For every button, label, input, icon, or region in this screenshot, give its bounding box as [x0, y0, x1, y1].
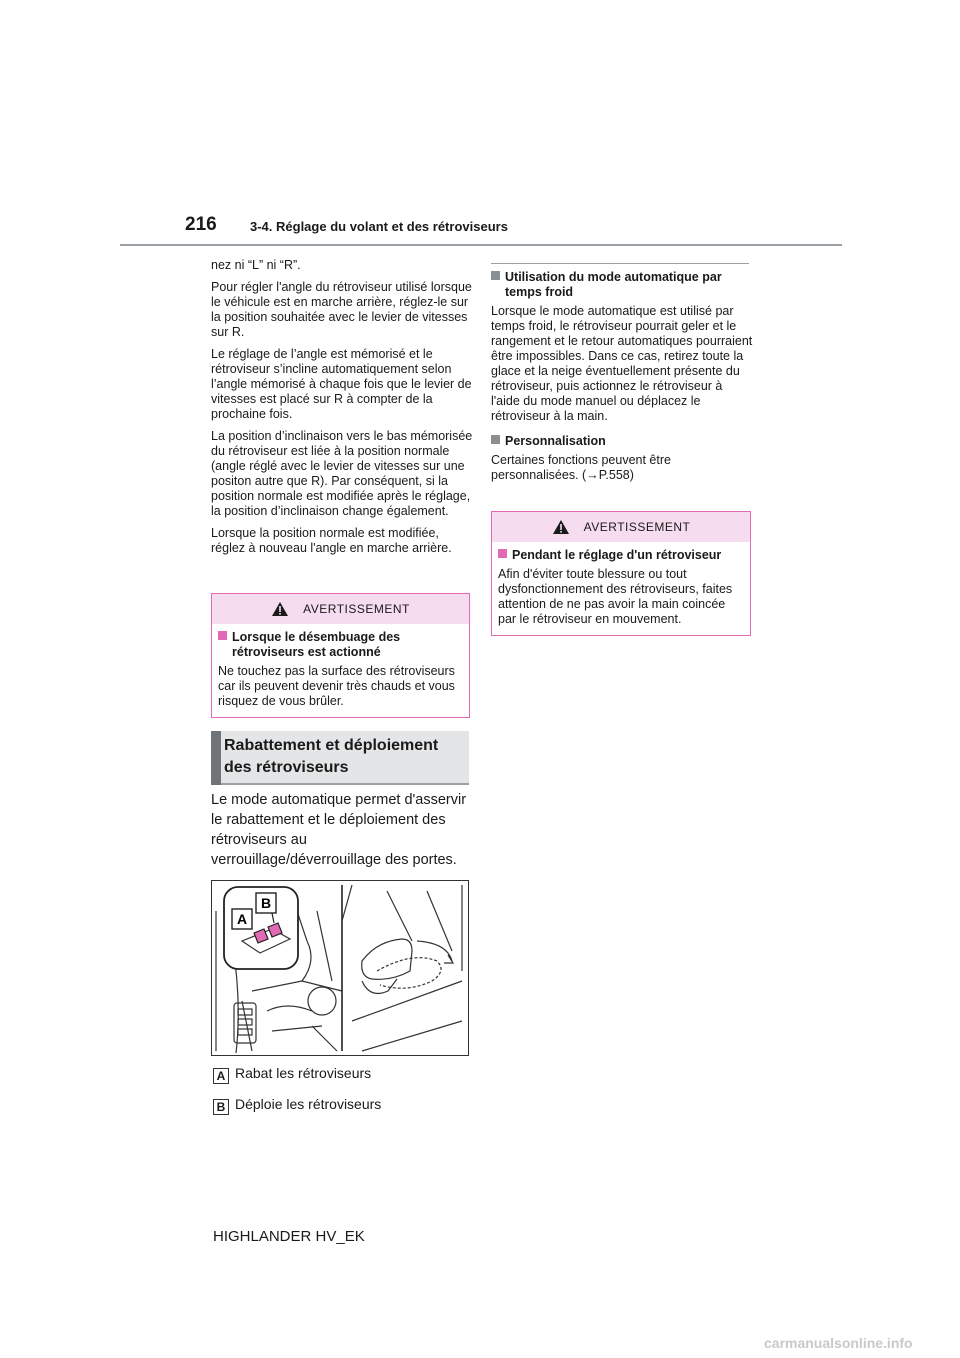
subheading-customization: Personnalisation — [491, 434, 753, 449]
warning-body: Afin d'éviter toute blessure ou tout dysfonctionnement des rétroviseurs, faites attention de ne pas avoir la main coincée par le rétroviseur en mouvement. — [498, 567, 733, 626]
legend-text-a: Rabat les rétroviseurs — [235, 1065, 372, 1081]
legend-item-b — [213, 1095, 381, 1115]
paragraph: Le réglage de l’angle est mémorisé et le rétroviseur s’incline automatiquement selon l’angle mémorisé à chaque fois que le levier de vitesses est placé sur R à compter de la prochaine fois. — [211, 347, 472, 421]
warning-title: AVERTISSEMENT — [583, 519, 691, 534]
watermark: carmanualsonline.info — [764, 1335, 913, 1351]
section-heading-box — [211, 731, 469, 785]
legend-item-a — [213, 1064, 371, 1084]
mirror-switch-illustration — [211, 880, 469, 1056]
right-column-text — [491, 270, 753, 490]
right-column-divider — [491, 263, 749, 264]
warning-subheading: Lorsque le désembuage des rétroviseurs est actionné — [218, 630, 463, 660]
warning-triangle-icon — [552, 519, 570, 535]
footer-model-name: HIGHLANDER HV_EK — [213, 1228, 365, 1245]
legend-label-b: B — [213, 1099, 229, 1115]
bullet-square-icon — [498, 549, 507, 558]
section-title: 3-4. Réglage du volant et des rétroviseurs — [250, 219, 508, 234]
legend-text-b: Déploie les rétroviseurs — [235, 1096, 382, 1112]
warning-header — [212, 594, 469, 624]
warning-box-adjusting — [491, 511, 751, 636]
legend-label-a: A — [213, 1068, 229, 1084]
mirror-illustration-drawing — [212, 881, 468, 1055]
figure-label-a: A — [236, 911, 248, 927]
bullet-square-icon — [218, 631, 227, 640]
page-number: 216 — [185, 214, 217, 235]
bullet-square-icon — [491, 271, 500, 280]
warning-header — [492, 512, 750, 542]
paragraph: Lorsque la position normale est modifiée, réglez à nouveau l'angle en marche arrière. — [211, 526, 452, 555]
section-heading-bar — [211, 731, 221, 785]
warning-body: Ne touchez pas la surface des rétroviseurs car ils peuvent devenir très chauds et vous risquez de vous brûler. — [218, 664, 455, 708]
paragraph: Pour régler l'angle du rétroviseur utilisé lorsque le véhicule est en marche arrière, réglez-le sur la position souhaitée avec le levier de vitesses sur R. — [211, 280, 472, 339]
bullet-square-icon — [491, 435, 500, 444]
warning-triangle-icon — [271, 601, 289, 617]
section-heading: Rabattement et déploiement des rétroviseurs — [224, 737, 439, 776]
paragraph: Lorsque le mode automatique est utilisé par temps froid, le rétroviseur pourrait geler et le rangement et le retour automatiques pourraient être impossibles. Dans ce cas, retirez toute la glace et la neige éventuellement présente du rétroviseur, puis actionnez le rétroviseur à l'aide du mode manuel ou déplacez le rétroviseur à la main. — [491, 304, 753, 423]
warning-title: AVERTISSEMENT — [303, 601, 410, 616]
figure-label-b: B — [260, 895, 272, 911]
warning-box-defogger — [211, 593, 470, 718]
section-intro: Le mode automatique permet d'asservir le rabattement et le déploiement des rétroviseurs au verrouillage/déverrouillage des portes. — [211, 792, 467, 868]
paragraph: nez ni “L” ni “R”. — [211, 258, 301, 272]
left-column-text — [211, 258, 473, 563]
warning-subheading: Pendant le réglage d'un rétroviseur — [498, 548, 744, 563]
subheading-cold-weather: Utilisation du mode automatique par temps froid — [491, 270, 753, 300]
header-divider — [120, 244, 842, 246]
paragraph: La position d’inclinaison vers le bas mémorisée du rétroviseur est liée à la position normale (angle réglé avec le levier de vitesses sur une positon autre que R). Par conséquent, si la position normale est modifiée après le réglage, la position d’inclinaison change également. — [211, 429, 473, 518]
paragraph: Certaines fonctions peuvent être personnalisées. (→P.558) — [491, 453, 671, 482]
